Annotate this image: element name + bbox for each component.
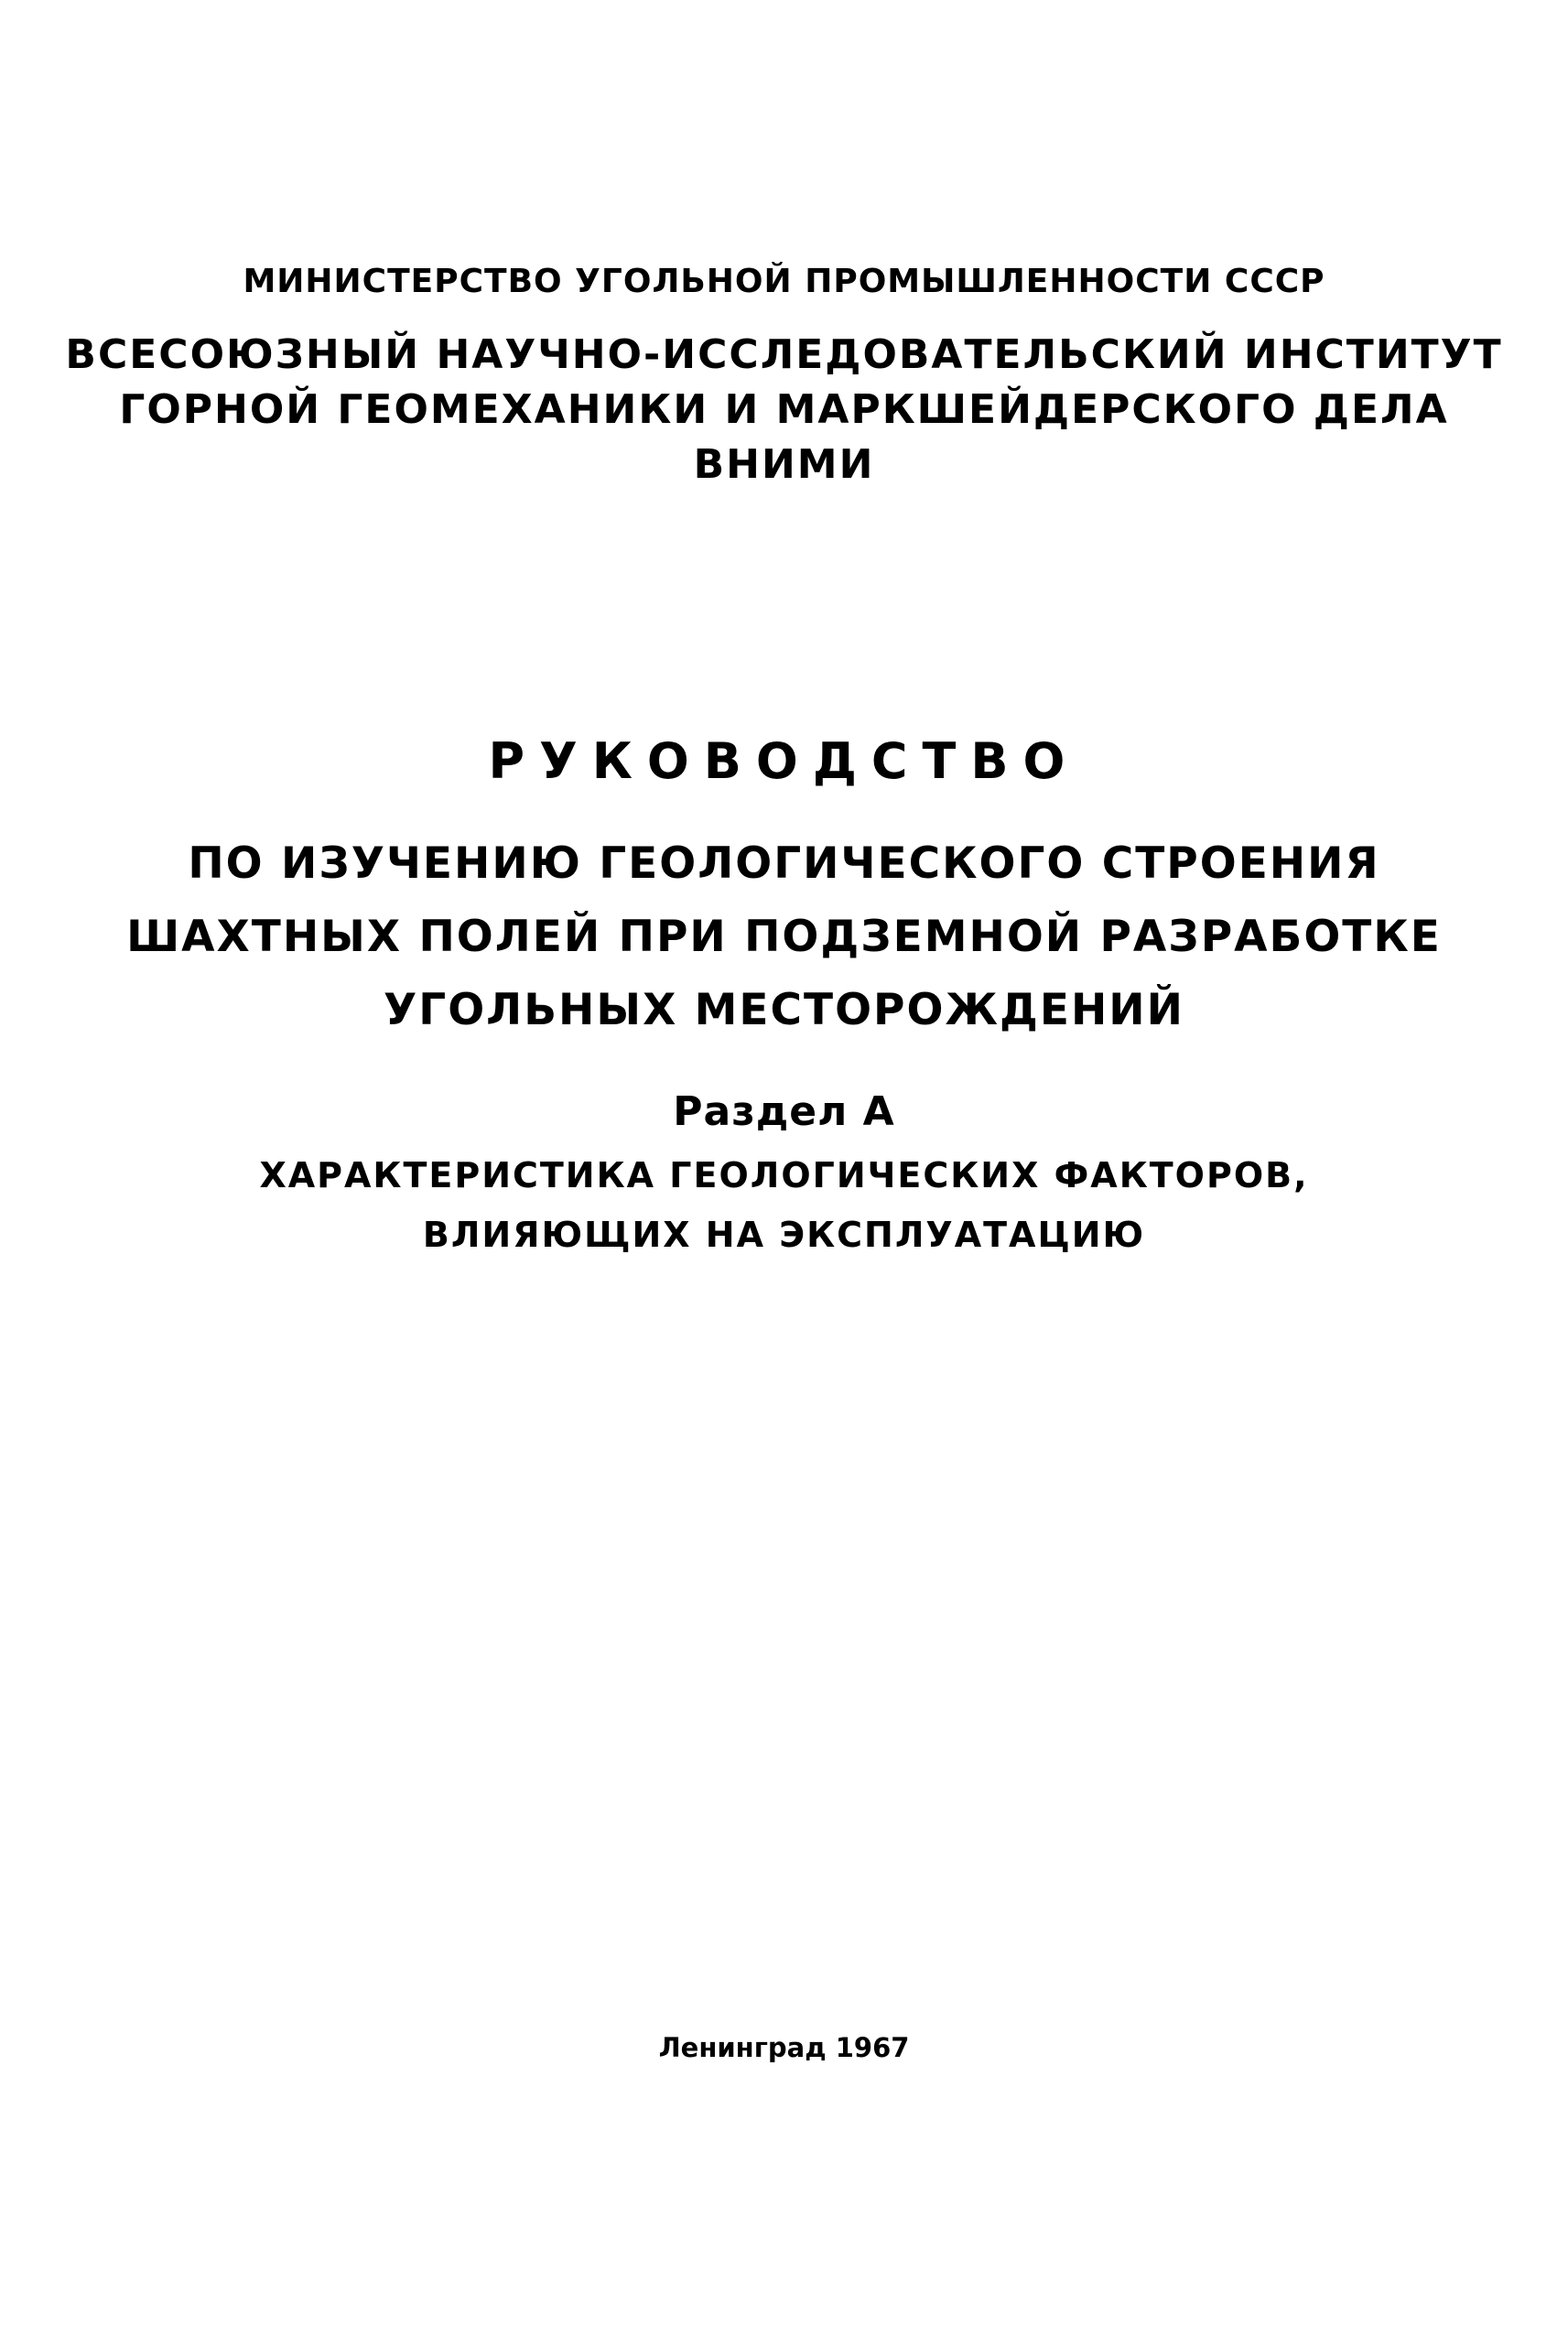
subtitle-line-3: УГОЛЬНЫХ МЕСТОРОЖДЕНИЙ bbox=[384, 985, 1184, 1035]
subtitle-line-1: ПО ИЗУЧЕНИЮ ГЕОЛОГИЧЕСКОГО СТРОЕНИЯ bbox=[188, 838, 1380, 889]
section-topic-line-2: ВЛИЯЮЩИХ НА ЭКСПЛУАТАЦИЮ bbox=[422, 1215, 1146, 1255]
institute-abbreviation: ВНИМИ bbox=[693, 441, 875, 488]
imprint-place-year: Ленинград 1967 bbox=[658, 2032, 910, 2063]
institute-name-line-1: ВСЕСОЮЗНЫЙ НАУЧНО-ИССЛЕДОВАТЕЛЬСКИЙ ИНСТИТУТ bbox=[65, 331, 1503, 378]
subtitle-line-2: ШАХТНЫХ ПОЛЕЙ ПРИ ПОДЗЕМНОЙ РАЗРАБОТКЕ bbox=[126, 912, 1442, 962]
institute-name-line-2: ГОРНОЙ ГЕОМЕХАНИКИ И МАРКШЕЙДЕРСКОГО ДЕЛА bbox=[119, 386, 1449, 433]
ministry-name: МИНИСТЕРСТВО УГОЛЬНОЙ ПРОМЫШЛЕННОСТИ СССР bbox=[243, 263, 1325, 300]
document-title: РУКОВОДСТВО bbox=[488, 732, 1080, 790]
section-topic-line-1: ХАРАКТЕРИСТИКА ГЕОЛОГИЧЕСКИХ ФАКТОРОВ, bbox=[259, 1155, 1309, 1195]
section-label: Раздел А bbox=[673, 1088, 895, 1135]
